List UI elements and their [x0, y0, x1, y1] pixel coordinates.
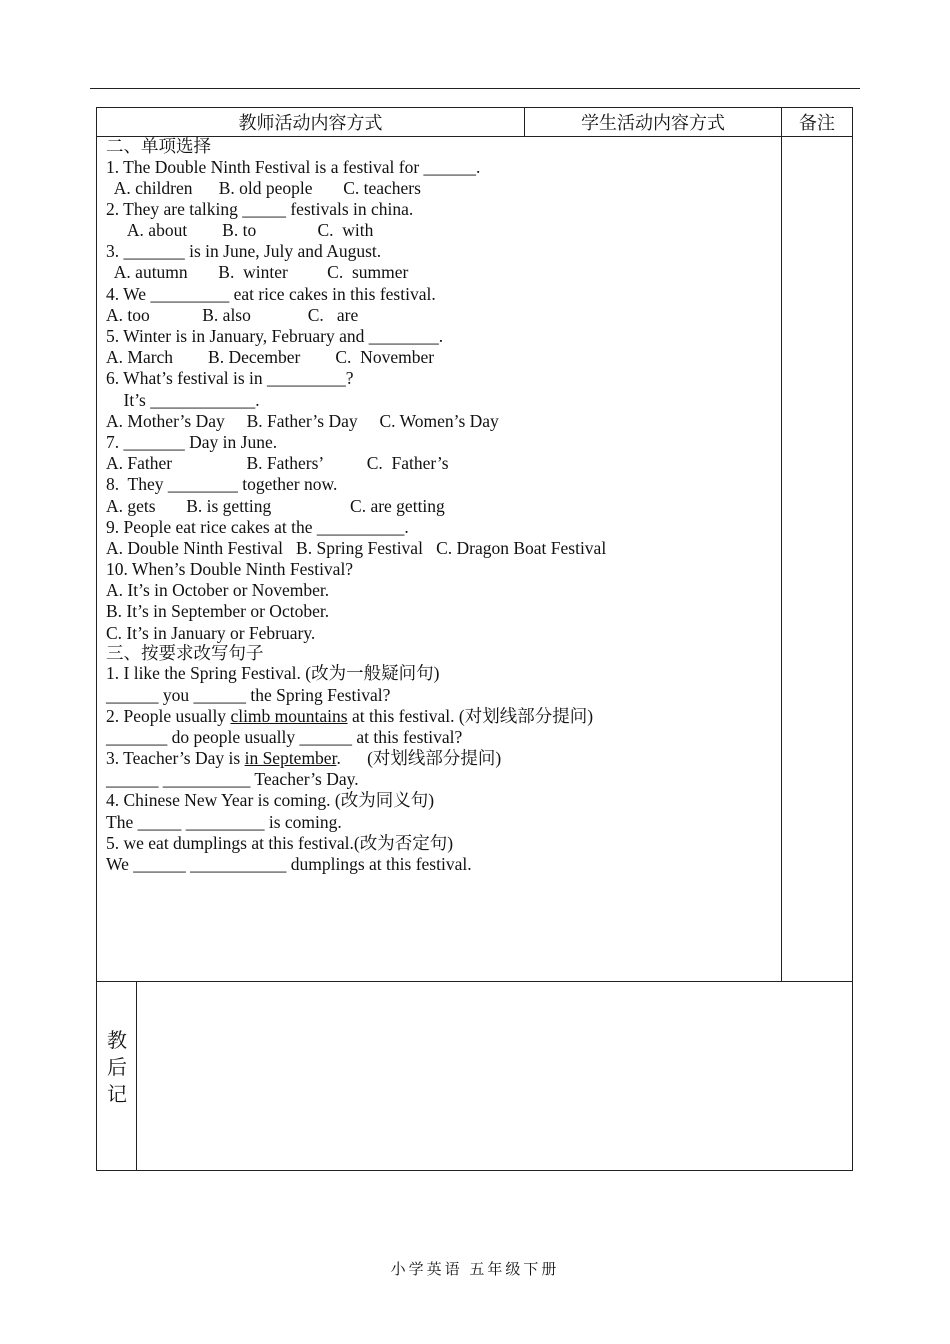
- question-options: A. Double Ninth Festival B. Spring Festival C. Dragon Boat Festival: [106, 537, 607, 558]
- question-options: A. March B. December C. November: [106, 347, 435, 368]
- question-text: 6. What’s festival is in _________?: [106, 368, 354, 389]
- rewrite-answer: ______ __________ Teacher’s Day.: [106, 769, 359, 790]
- question-text: 7. _______ Day in June.: [106, 431, 278, 452]
- underlined-phrase: in September: [244, 748, 337, 769]
- rewrite-prompt: 1. I like the Spring Festival. (改为一般疑问句): [106, 663, 440, 684]
- question-options: A. gets B. is getting C. are getting: [106, 495, 445, 516]
- page-footer: 小学英语 五年级下册: [390, 1262, 560, 1278]
- reflection-char: 教: [107, 1030, 127, 1052]
- reflection-divider: [97, 981, 852, 982]
- section-title: 二、单项选择: [106, 136, 211, 156]
- prompt-part: 2. People usually: [106, 705, 231, 726]
- section-title: 三、按要求改写句子: [106, 642, 264, 663]
- exercise-content: [106, 137, 776, 875]
- question-options: A. Father B. Fathers’ C. Father’s: [106, 453, 449, 474]
- prompt-part: at this festival. (对划线部分提问): [347, 705, 594, 726]
- rewrite-prompt: [106, 748, 776, 769]
- question-options: C. It’s in January or February.: [106, 622, 316, 643]
- header-notes: 备注: [799, 113, 835, 133]
- question-text: 8. They ________ together now.: [106, 474, 338, 495]
- underlined-phrase: climb mountains: [230, 705, 348, 726]
- lesson-table: [96, 107, 853, 1171]
- reflection-char: 记: [107, 1084, 127, 1106]
- prompt-part: . (对划线部分提问): [336, 748, 502, 769]
- header-student-activity: 学生活动内容方式: [581, 113, 725, 133]
- question-options: B. It’s in September or October.: [106, 601, 330, 622]
- rewrite-answer: ______ you ______ the Spring Festival?: [106, 684, 391, 705]
- question-text: 5. Winter is in January, February and ________.: [106, 326, 444, 346]
- rewrite-prompt: [106, 706, 776, 727]
- rewrite-answer: We ______ ___________ dumplings at this festival.: [106, 854, 472, 874]
- question-options: A. children B. old people C. teachers: [106, 177, 421, 198]
- reflection-char: 后: [107, 1057, 127, 1079]
- question-text: 4. We _________ eat rice cakes in this festival.: [106, 283, 436, 304]
- prompt-part: 3. Teacher’s Day is: [106, 748, 245, 769]
- question-options: A. It’s in October or November.: [106, 580, 330, 601]
- question-text: It’s ____________.: [106, 389, 260, 410]
- question-text: 9. People eat rice cakes at the __________.: [106, 516, 409, 537]
- question-text: 2. They are talking _____ festivals in china.: [106, 198, 414, 219]
- rewrite-answer: The _____ _________ is coming.: [106, 811, 342, 832]
- header-teacher-activity: 教师活动内容方式: [238, 113, 383, 133]
- rewrite-answer: _______ do people usually ______ at this festival?: [106, 726, 463, 747]
- question-text: 10. When’s Double Ninth Festival?: [106, 559, 354, 580]
- rewrite-prompt: 4. Chinese New Year is coming. (改为同义句): [106, 790, 435, 811]
- top-rule: [90, 88, 860, 89]
- question-options: A. Mother’s Day B. Father’s Day C. Women’s Day: [106, 410, 499, 431]
- reflection-label: [97, 1028, 137, 1109]
- question-options: A. about B. to C. with: [106, 220, 374, 241]
- question-options: A. autumn B. winter C. summer: [106, 262, 409, 283]
- question-text: 1. The Double Ninth Festival is a festival for ______.: [106, 156, 481, 177]
- notes-col-divider: [781, 108, 782, 981]
- question-text: 3. _______ is in June, July and August.: [106, 241, 382, 262]
- question-options: A. too B. also C. are: [106, 304, 359, 325]
- rewrite-prompt: 5. we eat dumplings at this festival.(改为否定句): [106, 832, 454, 853]
